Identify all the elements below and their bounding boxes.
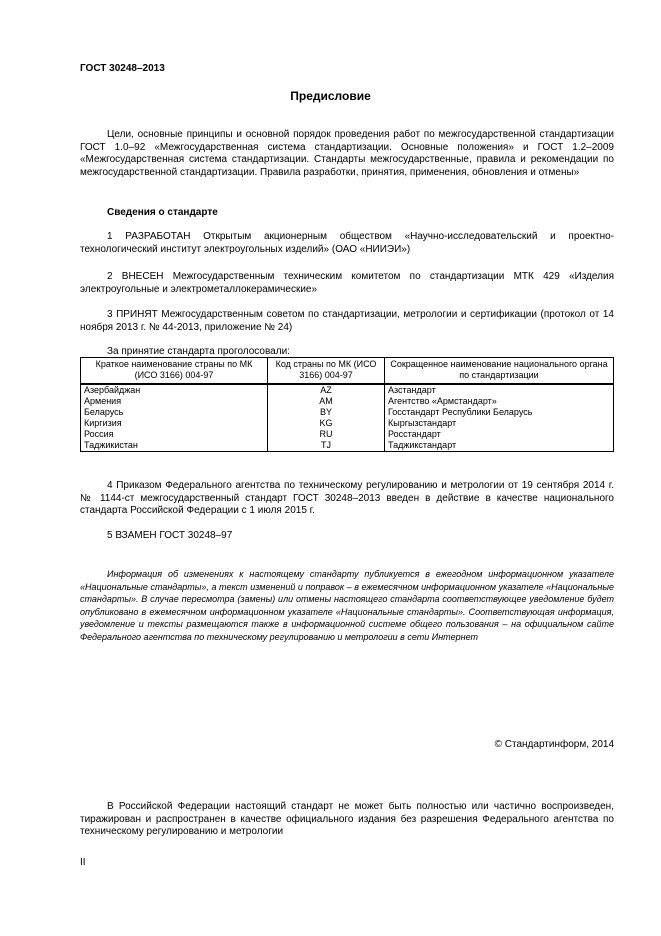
page-title: Предисловие bbox=[290, 89, 371, 103]
country-name: Армения bbox=[81, 396, 268, 407]
item-enacted: 4 Приказом Федерального агентства по техническому регулированию и метрологии от 19 сентября 2014 г. № 1144-ст межгосударственный стандарт ГОСТ 30248–2013 введен в действие в качестве национального стандарта Российской Федерации с 1 июля 2015 г. bbox=[80, 480, 614, 517]
footer-notice: В Российской Федерации настоящий стандарт не может быть полностью или частично воспроизведен, тиражирован и распространен в качестве официального издания без разрешения Федерального агентства по техническому регулированию и метрологии bbox=[80, 801, 614, 838]
table-row bbox=[81, 440, 614, 452]
country-code: TJ bbox=[268, 440, 385, 452]
voting-table bbox=[80, 357, 614, 452]
item-replaces: 5 ВЗАМЕН ГОСТ 30248–97 bbox=[107, 530, 233, 541]
page-number: II bbox=[80, 857, 86, 868]
vote-label: За принятие стандарта проголосовали: bbox=[107, 346, 290, 357]
intro-paragraph: Цели, основные принципы и основной порядок проведения работ по межгосударственной стандартизации ГОСТ 1.0–92 «Межгосударственная система стандартизации. Основные положения» и ГОСТ 1.2–2009 «Межгосударственная система стандартизации. Стандарты межгосударственные, правила и рекомендации по межгосударственной стандартизации. Правила разработки, принятия, применения, обновления и отмены» bbox=[80, 129, 614, 178]
standards-body: Таджикстандарт bbox=[385, 440, 614, 452]
table-row bbox=[81, 384, 614, 396]
item-adopted: 3 ПРИНЯТ Межгосударственным советом по стандартизации, метрологии и сертификации (протокол от 14 ноября 2013 г. № 44-2013, приложение № 24) bbox=[80, 309, 614, 333]
country-name: Россия bbox=[81, 429, 268, 440]
country-code: RU bbox=[268, 429, 385, 440]
document-code-header: ГОСТ 30248–2013 bbox=[80, 63, 165, 74]
country-name: Беларусь bbox=[81, 407, 268, 418]
table-row bbox=[81, 407, 614, 418]
section-heading: Сведения о стандарте bbox=[107, 207, 218, 218]
standards-body: Кыргызстандарт bbox=[385, 418, 614, 429]
standards-body: Азстандарт bbox=[385, 384, 614, 396]
item-developed: 1 РАЗРАБОТАН Открытым акционерным обществом «Научно-исследовательский и проектно-технологический институт электроугольных изделий» (ОАО «НИИЭИ») bbox=[80, 231, 614, 255]
country-code: AZ bbox=[268, 384, 385, 396]
table-row bbox=[81, 429, 614, 440]
table-row bbox=[81, 418, 614, 429]
header-standards-body: Сокращенное наименование национального органа по стандартизации bbox=[385, 358, 614, 385]
country-code: AM bbox=[268, 396, 385, 407]
standards-body: Росстандарт bbox=[385, 429, 614, 440]
country-name: Таджикистан bbox=[81, 440, 268, 452]
item-introduced: 2 ВНЕСЕН Межгосударственным техническим комитетом по стандартизации МТК 429 «Изделия электроугольные и электрометаллокерамические» bbox=[80, 271, 614, 295]
table-header-row bbox=[81, 358, 614, 385]
standards-body: Агентство «Армстандарт» bbox=[385, 396, 614, 407]
country-code: KG bbox=[268, 418, 385, 429]
country-code: BY bbox=[268, 407, 385, 418]
country-name: Азербайджан bbox=[81, 384, 268, 396]
country-name: Киргизия bbox=[81, 418, 268, 429]
header-country-name: Краткое наименование страны по МК (ИСО 3166) 004-97 bbox=[81, 358, 268, 385]
info-notice: Информация об изменениях к настоящему стандарту публикуется в ежегодном информационном указателе «Национальные стандарты», а текст изменений и поправок – в ежемесячном информационном указателе «Национальные стандарты». В случае пересмотра (замены) или отмены настоящего стандарта соответствующее уведомление будет опубликовано в ежемесячном информационном указателе «Национальные стандарты». Соответствующая информация, уведомление и тексты размещаются также в информационной системе общего пользования – на официальном сайте Федерального агентства по техническому регулированию и метрологии в сети Интернет bbox=[80, 569, 614, 642]
table-row bbox=[81, 396, 614, 407]
copyright-text: © Стандартинформ, 2014 bbox=[494, 739, 614, 750]
standards-body: Госстандарт Республики Беларусь bbox=[385, 407, 614, 418]
header-country-code: Код страны по МК (ИСО 3166) 004-97 bbox=[268, 358, 385, 385]
